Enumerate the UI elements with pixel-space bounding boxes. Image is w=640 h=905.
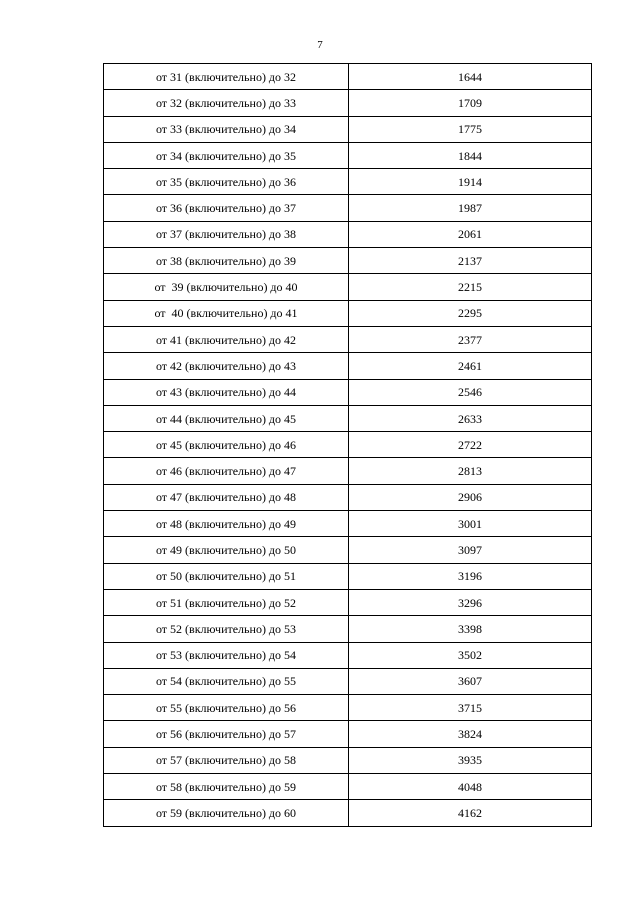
range-cell: от 40 (включительно) до 41 bbox=[104, 300, 349, 326]
table-row bbox=[104, 589, 592, 615]
range-cell: от 32 (включительно) до 33 bbox=[104, 90, 349, 116]
value-cell: 2813 bbox=[349, 458, 592, 484]
value-cell: 3935 bbox=[349, 747, 592, 773]
table-row bbox=[104, 537, 592, 563]
table-row bbox=[104, 432, 592, 458]
value-cell: 1709 bbox=[349, 90, 592, 116]
value-cell: 3001 bbox=[349, 511, 592, 537]
value-cell: 2906 bbox=[349, 484, 592, 510]
value-cell: 1775 bbox=[349, 116, 592, 142]
table-row bbox=[104, 616, 592, 642]
table-row bbox=[104, 326, 592, 352]
range-cell: от 54 (включительно) до 55 bbox=[104, 668, 349, 694]
table-row bbox=[104, 458, 592, 484]
value-cell: 1987 bbox=[349, 195, 592, 221]
table-row bbox=[104, 484, 592, 510]
range-cell: от 52 (включительно) до 53 bbox=[104, 616, 349, 642]
value-cell: 2546 bbox=[349, 379, 592, 405]
table-row bbox=[104, 379, 592, 405]
range-cell: от 49 (включительно) до 50 bbox=[104, 537, 349, 563]
table-row bbox=[104, 642, 592, 668]
range-cell: от 55 (включительно) до 56 bbox=[104, 695, 349, 721]
range-cell: от 37 (включительно) до 38 bbox=[104, 221, 349, 247]
table-row bbox=[104, 353, 592, 379]
table-row bbox=[104, 248, 592, 274]
range-cell: от 59 (включительно) до 60 bbox=[104, 800, 349, 826]
table-row bbox=[104, 774, 592, 800]
value-cell: 3502 bbox=[349, 642, 592, 668]
range-cell: от 47 (включительно) до 48 bbox=[104, 484, 349, 510]
table-row bbox=[104, 668, 592, 694]
table-row bbox=[104, 169, 592, 195]
rate-table-body bbox=[104, 64, 592, 827]
range-cell: от 43 (включительно) до 44 bbox=[104, 379, 349, 405]
table-row bbox=[104, 221, 592, 247]
table-row bbox=[104, 300, 592, 326]
value-cell: 1914 bbox=[349, 169, 592, 195]
range-cell: от 45 (включительно) до 46 bbox=[104, 432, 349, 458]
table-row bbox=[104, 195, 592, 221]
value-cell: 3824 bbox=[349, 721, 592, 747]
value-cell: 2295 bbox=[349, 300, 592, 326]
range-cell: от 34 (включительно) до 35 bbox=[104, 142, 349, 168]
range-cell: от 36 (включительно) до 37 bbox=[104, 195, 349, 221]
range-cell: от 31 (включительно) до 32 bbox=[104, 64, 349, 90]
value-cell: 1844 bbox=[349, 142, 592, 168]
table-row bbox=[104, 800, 592, 826]
range-cell: от 39 (включительно) до 40 bbox=[104, 274, 349, 300]
range-cell: от 56 (включительно) до 57 bbox=[104, 721, 349, 747]
value-cell: 4162 bbox=[349, 800, 592, 826]
range-cell: от 38 (включительно) до 39 bbox=[104, 248, 349, 274]
table-row bbox=[104, 90, 592, 116]
page-number: 7 bbox=[317, 39, 323, 51]
range-cell: от 53 (включительно) до 54 bbox=[104, 642, 349, 668]
value-cell: 3398 bbox=[349, 616, 592, 642]
range-cell: от 42 (включительно) до 43 bbox=[104, 353, 349, 379]
table-row bbox=[104, 695, 592, 721]
range-cell: от 33 (включительно) до 34 bbox=[104, 116, 349, 142]
table-row bbox=[104, 64, 592, 90]
table-row bbox=[104, 511, 592, 537]
value-cell: 2137 bbox=[349, 248, 592, 274]
value-cell: 4048 bbox=[349, 774, 592, 800]
table-row bbox=[104, 405, 592, 431]
value-cell: 2461 bbox=[349, 353, 592, 379]
value-cell: 2722 bbox=[349, 432, 592, 458]
range-cell: от 51 (включительно) до 52 bbox=[104, 589, 349, 615]
range-cell: от 41 (включительно) до 42 bbox=[104, 326, 349, 352]
table-row bbox=[104, 274, 592, 300]
table-row bbox=[104, 116, 592, 142]
range-cell: от 48 (включительно) до 49 bbox=[104, 511, 349, 537]
value-cell: 2215 bbox=[349, 274, 592, 300]
value-cell: 1644 bbox=[349, 64, 592, 90]
range-cell: от 46 (включительно) до 47 bbox=[104, 458, 349, 484]
rate-table bbox=[103, 63, 592, 827]
table-row bbox=[104, 142, 592, 168]
value-cell: 3715 bbox=[349, 695, 592, 721]
range-cell: от 58 (включительно) до 59 bbox=[104, 774, 349, 800]
range-cell: от 44 (включительно) до 45 bbox=[104, 405, 349, 431]
value-cell: 3296 bbox=[349, 589, 592, 615]
range-cell: от 57 (включительно) до 58 bbox=[104, 747, 349, 773]
value-cell: 2633 bbox=[349, 405, 592, 431]
table-row bbox=[104, 721, 592, 747]
value-cell: 3196 bbox=[349, 563, 592, 589]
value-cell: 2061 bbox=[349, 221, 592, 247]
table-row bbox=[104, 747, 592, 773]
value-cell: 2377 bbox=[349, 326, 592, 352]
value-cell: 3607 bbox=[349, 668, 592, 694]
range-cell: от 35 (включительно) до 36 bbox=[104, 169, 349, 195]
table-row bbox=[104, 563, 592, 589]
value-cell: 3097 bbox=[349, 537, 592, 563]
range-cell: от 50 (включительно) до 51 bbox=[104, 563, 349, 589]
